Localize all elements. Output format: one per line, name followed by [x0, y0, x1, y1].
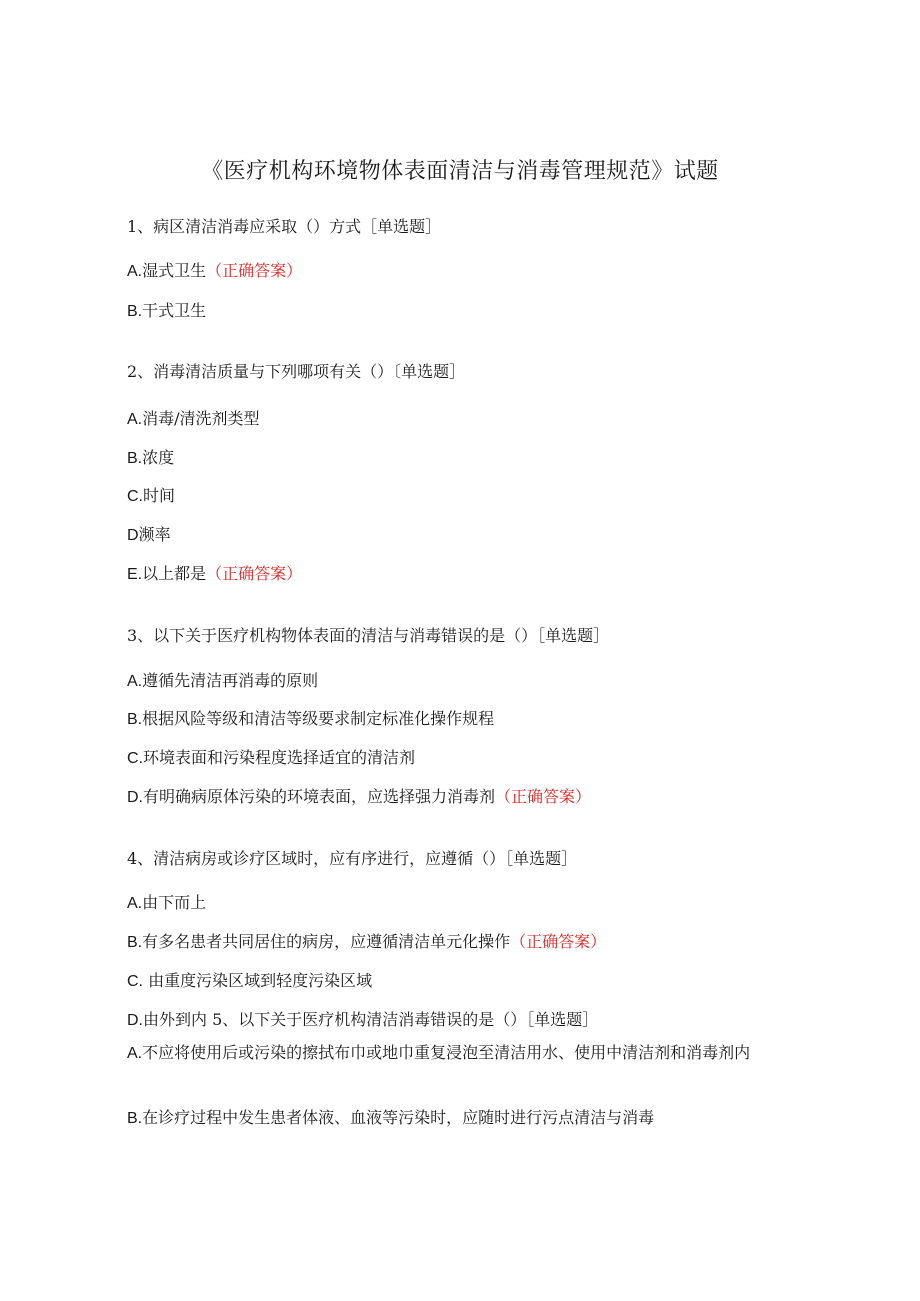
question-3-stem: 3、以下关于医疗机构物体表面的清洁与消毒错误的是（）［单选题］: [127, 626, 610, 645]
document-title: 《医疗机构环境物体表面清洁与消毒管理规范》试题: [201, 159, 719, 184]
correct-answer-mark: （正确答案）: [206, 261, 303, 280]
question-3-option-c: [127, 746, 787, 771]
option-text: 濒率: [138, 525, 171, 544]
correct-answer-mark: （正确答案）: [206, 564, 303, 583]
question-2-option-d: [127, 523, 787, 548]
question-4-option-b: [127, 930, 787, 955]
option-text: 浓度: [142, 448, 175, 467]
option-prefix: D.: [127, 789, 143, 806]
question-4-stem: 4、清洁病房或诊疗区域时，应有序进行，应遵循（）［单选题］: [127, 849, 578, 868]
option-text: 遵循先清洁再消毒的原则: [142, 671, 319, 690]
option-text: 湿式卫生: [142, 261, 207, 280]
question-2-option-a: [127, 407, 787, 432]
question-4-option-c: [127, 969, 787, 994]
option-text: 由下而上: [142, 893, 207, 912]
option-prefix: C.: [127, 973, 143, 990]
option-text: 干式卫生: [142, 301, 207, 320]
question-2-option-c: [127, 484, 787, 509]
option-prefix: C.: [127, 750, 143, 767]
option-text: 环境表面和污染程度选择适宜的清洁剂: [143, 748, 416, 767]
option-prefix: B.: [127, 711, 143, 728]
question-4-option-d: [127, 1008, 787, 1033]
option-prefix: C.: [127, 488, 143, 505]
question-2-stem: 2、消毒清洁质量与下列哪项有关（）〔单选题］: [127, 362, 466, 381]
question-3-option-a: [127, 669, 787, 694]
option-text: 有多名患者共同居住的病房，应遵循清洁单元化操作: [142, 932, 511, 951]
option-text: 由重度污染区域到轻度污染区域: [143, 971, 373, 990]
option-prefix: D.: [127, 1012, 143, 1029]
option-text: 时间: [143, 486, 176, 505]
option-text: 根据风险等级和清洁等级要求制定标准化操作规程: [142, 709, 495, 728]
question-1-option-a: [127, 259, 787, 284]
option-prefix: D: [127, 527, 139, 544]
option-prefix: B.: [127, 450, 143, 467]
question-2-option-e: [127, 562, 787, 587]
question-3-option-d: [127, 785, 787, 810]
correct-answer-mark: （正确答案）: [495, 787, 592, 806]
correct-answer-mark: （正确答案）: [510, 932, 607, 951]
question-4-option-a: [127, 891, 787, 916]
question-1-stem: 1、病区清洁消毒应采取（）方式［单选题］: [127, 217, 442, 236]
option-text: 有明确病原体污染的环境表面，应选择强力消毒剂: [143, 787, 496, 806]
question-1-option-b: [127, 299, 787, 324]
option-prefix: B.: [127, 934, 143, 951]
option-prefix: B.: [127, 303, 143, 320]
option-prefix: E.: [127, 566, 143, 583]
option-prefix: A.: [127, 673, 143, 690]
option-text: 在诊疗过程中发生患者体液、血液等污染时，应随时进行污点清洁与消毒: [142, 1108, 655, 1127]
option-prefix: A.: [127, 411, 143, 428]
option-prefix: A.: [127, 895, 143, 912]
question-2-option-b: [127, 446, 787, 471]
question-3-option-b: [127, 707, 787, 732]
option-prefix: A.: [127, 263, 143, 280]
option-text: 由外到内 5、以下关于医疗机构清洁消毒错误的是（）［单选题］: [143, 1010, 599, 1029]
question-5-option-b: [127, 1106, 787, 1131]
option-prefix: A.: [127, 1045, 143, 1062]
option-prefix: B.: [127, 1110, 143, 1127]
option-text: 以上都是: [142, 564, 207, 583]
option-text: 不应将使用后或污染的擦拭布巾或地巾重复浸泡至清洁用水、使用中清洁剂和消毒剂内: [142, 1043, 751, 1062]
question-5-option-a: [127, 1041, 782, 1066]
option-text: 消毒/清洗剂类型: [142, 409, 260, 428]
